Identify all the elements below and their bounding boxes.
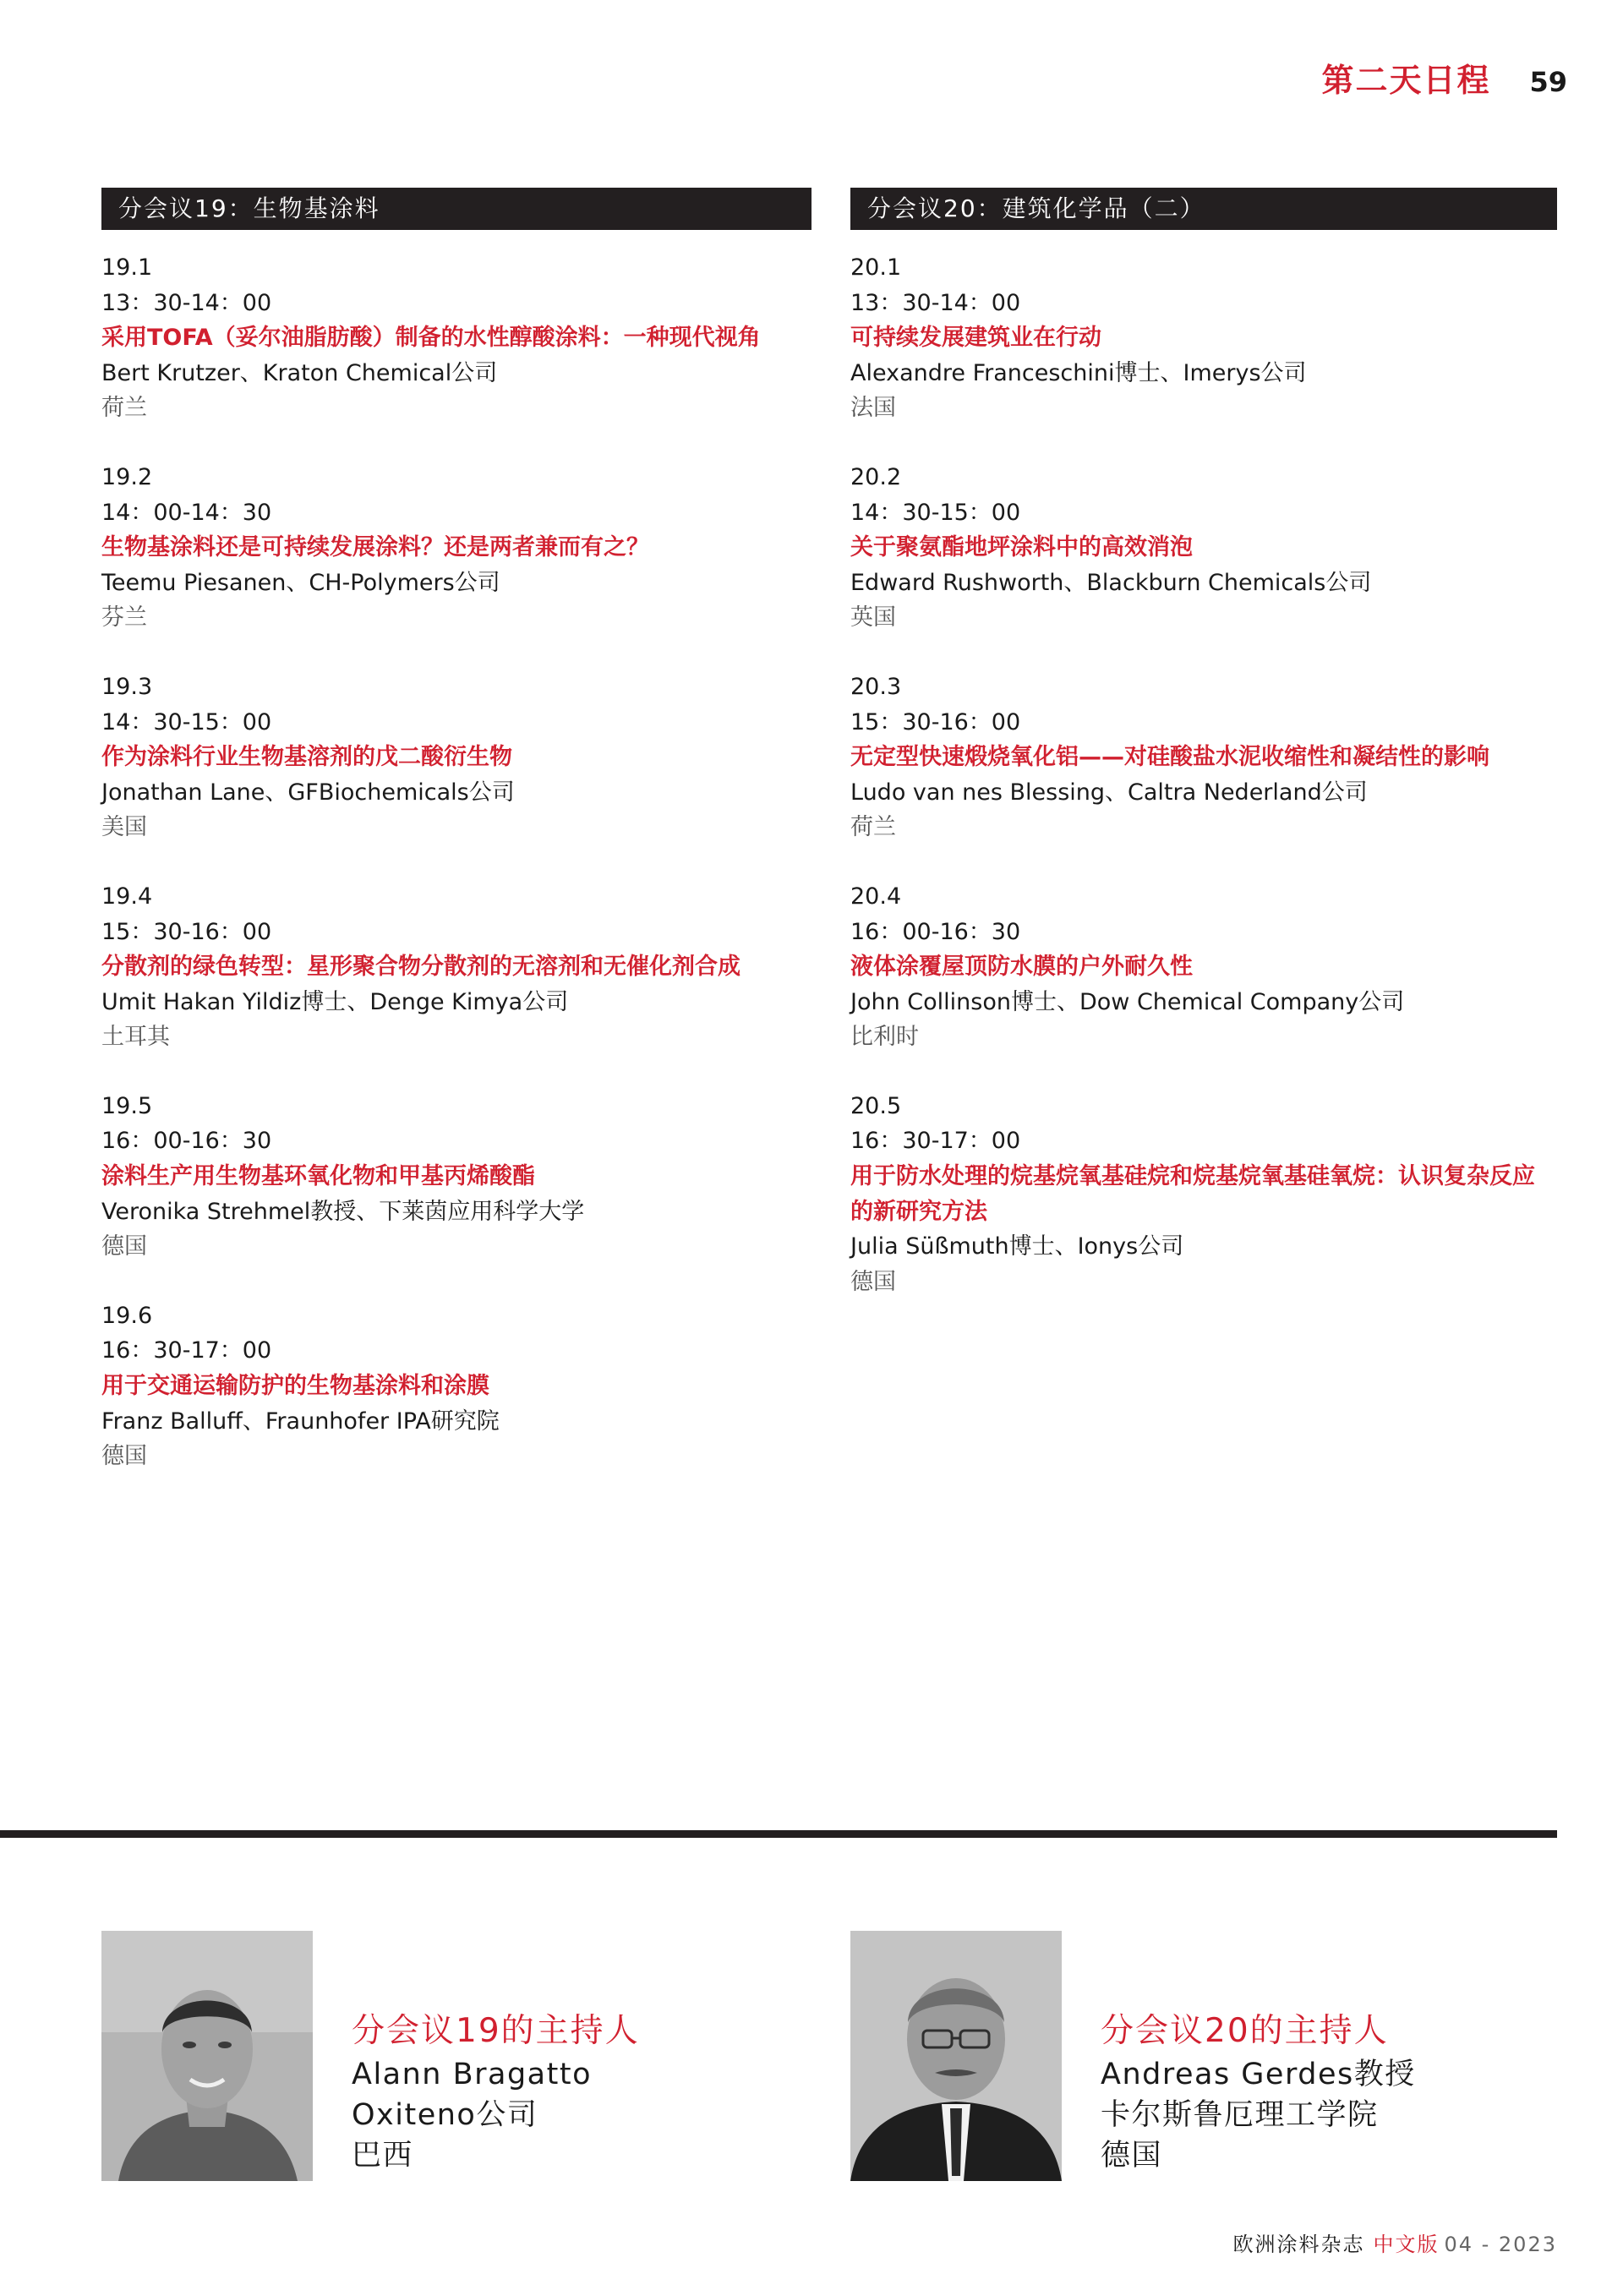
- talk-title: 采用TOFA（妥尔油脂肪酸）制备的水性醇酸涂料：一种现代视角: [101, 325, 761, 352]
- talk-country: 德国: [101, 1233, 147, 1260]
- moderator-organization: Oxiteno公司: [352, 2098, 538, 2132]
- portrait-photo-icon: [101, 1931, 313, 2181]
- talk-speaker: Jonathan Lane、GFBiochemicals公司: [101, 779, 515, 806]
- talk-19-6: [101, 1298, 812, 1474]
- talk-number: 19.5: [101, 1092, 153, 1119]
- talk-number: 20.3: [850, 673, 902, 700]
- talk-number: 19.4: [101, 883, 153, 910]
- talk-country: 美国: [101, 814, 147, 841]
- talk-speaker: Edward Rushworth、Blackburn Chemicals公司: [850, 569, 1372, 596]
- moderator-19: [101, 1931, 640, 2181]
- session-19-header: 分会议19：生物基涂料: [101, 188, 812, 230]
- moderator-role: 分会议19的主持人: [352, 2012, 640, 2050]
- talk-title: 用于防水处理的烷基烷氧基硅烷和烷基烷氧基硅氧烷：认识复杂反应的新研究方法: [850, 1163, 1535, 1225]
- talk-time: 15：30-16：00: [850, 708, 1021, 735]
- talk-title: 涂料生产用生物基环氧化物和甲基丙烯酸酯: [101, 1163, 535, 1190]
- moderator-role: 分会议20的主持人: [1101, 2012, 1389, 2050]
- talk-speaker: Umit Hakan Yildiz博士、Denge Kimya公司: [101, 988, 569, 1015]
- talk-time: 14：00-14：30: [101, 499, 272, 526]
- moderator-organization: 卡尔斯鲁厄理工学院: [1101, 2098, 1379, 2132]
- talk-title: 用于交通运输防护的生物基涂料和涂膜: [101, 1373, 489, 1400]
- talk-time: 14：30-15：00: [101, 708, 272, 735]
- talk-title: 生物基涂料还是可持续发展涂料？还是两者兼而有之？: [101, 534, 649, 561]
- talk-title: 液体涂覆屋顶防水膜的户外耐久性: [850, 954, 1193, 981]
- talk-time: 16：30-17：00: [850, 1128, 1021, 1155]
- talk-title: 分散剂的绿色转型：星形聚合物分散剂的无溶剂和无催化剂合成: [101, 954, 740, 981]
- talk-number: 19.3: [101, 673, 153, 700]
- talk-20-2: [850, 460, 1557, 636]
- talk-20-3: [850, 670, 1557, 845]
- moderator-19-photo: [101, 1931, 313, 2181]
- moderator-20: [850, 1931, 1416, 2181]
- moderator-country: 德国: [1101, 2139, 1163, 2173]
- talk-time: 14：30-15：00: [850, 499, 1021, 526]
- talk-time: 13：30-14：00: [850, 289, 1021, 316]
- session-20-header: 分会议20：建筑化学品（二）: [850, 188, 1557, 230]
- page-number: 59: [1529, 66, 1567, 98]
- talk-20-4: [850, 879, 1557, 1055]
- talk-time: 16：00-16：30: [850, 918, 1021, 945]
- talk-country: 德国: [101, 1443, 147, 1470]
- talk-19-2: [101, 460, 812, 636]
- talk-number: 20.4: [850, 883, 902, 910]
- session-20-talks: [850, 230, 1557, 1299]
- talk-speaker: Ludo van nes Blessing、Caltra Nederland公司: [850, 779, 1368, 806]
- talk-19-1: [101, 250, 812, 426]
- talk-number: 20.5: [850, 1092, 902, 1119]
- talk-time: 16：30-17：00: [101, 1337, 272, 1364]
- talk-number: 19.2: [101, 463, 153, 490]
- talk-speaker: John Collinson博士、Dow Chemical Company公司: [850, 988, 1405, 1015]
- talk-number: 19.1: [101, 254, 153, 281]
- talk-19-4: [101, 879, 812, 1055]
- talk-speaker: Alexandre Franceschini博士、Imerys公司: [850, 359, 1307, 386]
- section-divider: [0, 1830, 1557, 1838]
- talk-country: 法国: [850, 395, 896, 422]
- moderator-country: 巴西: [352, 2139, 414, 2173]
- talk-time: 13：30-14：00: [101, 289, 272, 316]
- talk-title: 无定型快速煅烧氧化铝——对硅酸盐水泥收缩性和凝结性的影响: [850, 744, 1489, 771]
- talk-country: 土耳其: [101, 1024, 170, 1051]
- talk-speaker: Franz Balluff、Fraunhofer IPA研究院: [101, 1408, 500, 1435]
- talk-20-5: [850, 1089, 1557, 1300]
- talk-number: 20.2: [850, 463, 902, 490]
- talk-number: 20.1: [850, 254, 902, 281]
- talk-speaker: Veronika Strehmel教授、下莱茵应用科学大学: [101, 1198, 585, 1225]
- page-header: [1321, 54, 1567, 101]
- moderator-name: Alann Bragatto: [352, 2058, 592, 2091]
- talk-time: 16：00-16：30: [101, 1128, 272, 1155]
- talk-country: 英国: [850, 604, 896, 631]
- page-footer: [1232, 2228, 1557, 2257]
- issue-number: 04 - 2023: [1444, 2233, 1557, 2256]
- talk-country: 芬兰: [101, 604, 147, 631]
- talk-title: 关于聚氨酯地坪涂料中的高效消泡: [850, 534, 1193, 561]
- talk-19-5: [101, 1089, 812, 1265]
- talk-19-3: [101, 670, 812, 845]
- talk-speaker: Julia Süßmuth博士、Ionys公司: [850, 1233, 1184, 1260]
- session-20-column: [850, 188, 1557, 1333]
- moderator-19-info: [352, 1931, 640, 2181]
- talk-country: 荷兰: [101, 395, 147, 422]
- talk-country: 德国: [850, 1268, 896, 1295]
- portrait-photo-icon: [850, 1931, 1062, 2181]
- talk-speaker: Teemu Piesanen、CH-Polymers公司: [101, 569, 500, 596]
- talk-title: 作为涂料行业生物基溶剂的戊二酸衍生物: [101, 744, 512, 771]
- moderator-name: Andreas Gerdes教授: [1101, 2058, 1416, 2091]
- talk-speaker: Bert Krutzer、Kraton Chemical公司: [101, 359, 498, 386]
- edition-label: 中文版: [1373, 2233, 1440, 2256]
- session-19-column: [101, 188, 812, 1508]
- talk-time: 15：30-16：00: [101, 918, 272, 945]
- talk-20-1: [850, 250, 1557, 426]
- talk-title: 可持续发展建筑业在行动: [850, 325, 1101, 352]
- moderator-20-photo: [850, 1931, 1062, 2181]
- talk-country: 比利时: [850, 1024, 919, 1051]
- section-title: 第二天日程: [1321, 62, 1491, 99]
- talk-number: 19.6: [101, 1302, 153, 1329]
- moderator-20-info: [1101, 1931, 1416, 2181]
- session-19-talks: [101, 230, 812, 1474]
- talk-country: 荷兰: [850, 814, 896, 841]
- magazine-name: 欧洲涂料杂志: [1232, 2233, 1365, 2256]
